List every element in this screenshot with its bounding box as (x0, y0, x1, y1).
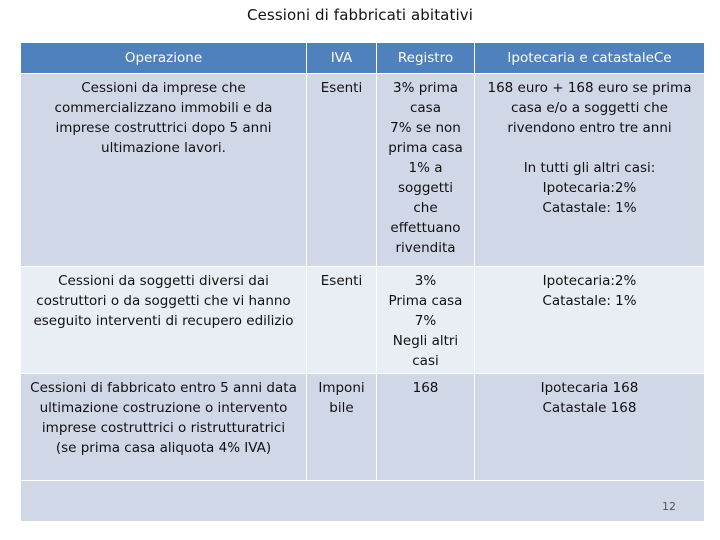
cell-operazione: Cessioni da imprese che commercializzano immobili e da imprese costruttrici dopo 5 anni ultimazione lavori. (21, 74, 307, 267)
footer-cell (21, 481, 705, 522)
header-registro: Registro (377, 43, 475, 74)
header-row (21, 43, 705, 74)
footer-row (21, 481, 705, 522)
cell-iva: Esenti (307, 267, 377, 374)
header-operazione: Operazione (21, 43, 307, 74)
page-title: Cessioni di fabbricati abitativi (247, 6, 473, 24)
cell-ipotecaria: Ipotecaria 168 Catastale 168 (475, 374, 705, 481)
cell-registro: 168 (377, 374, 475, 481)
cell-iva: Esenti (307, 74, 377, 267)
tax-table (20, 42, 705, 522)
table-row (21, 267, 705, 374)
cell-registro: 3% Prima casa 7% Negli altri casi (377, 267, 475, 374)
cell-ipotecaria: Ipotecaria:2% Catastale: 1% (475, 267, 705, 374)
cell-operazione: Cessioni di fabbricato entro 5 anni data ultimazione costruzione o intervento imprese costruttrici o ristrutturatrici (se prima casa aliquota 4% IVA) (21, 374, 307, 481)
cell-operazione: Cessioni da soggetti diversi dai costruttori o da soggetti che vi hanno eseguito interventi di recupero edilizio (21, 267, 307, 374)
table-row (21, 374, 705, 481)
cell-ipotecaria: 168 euro + 168 euro se prima casa e/o a soggetti che rivendono entro tre anni In tutti gli altri casi: Ipotecaria:2% Catastale: 1% (475, 74, 705, 267)
table-row (21, 74, 705, 267)
cell-registro: 3% prima casa 7% se non prima casa 1% a soggetti che effettuano rivendita (377, 74, 475, 267)
header-ipotecaria: Ipotecaria e catastaleCe (475, 43, 705, 74)
header-iva: IVA (307, 43, 377, 74)
page-number: 12 (662, 500, 676, 513)
cell-iva: Imponi bile (307, 374, 377, 481)
